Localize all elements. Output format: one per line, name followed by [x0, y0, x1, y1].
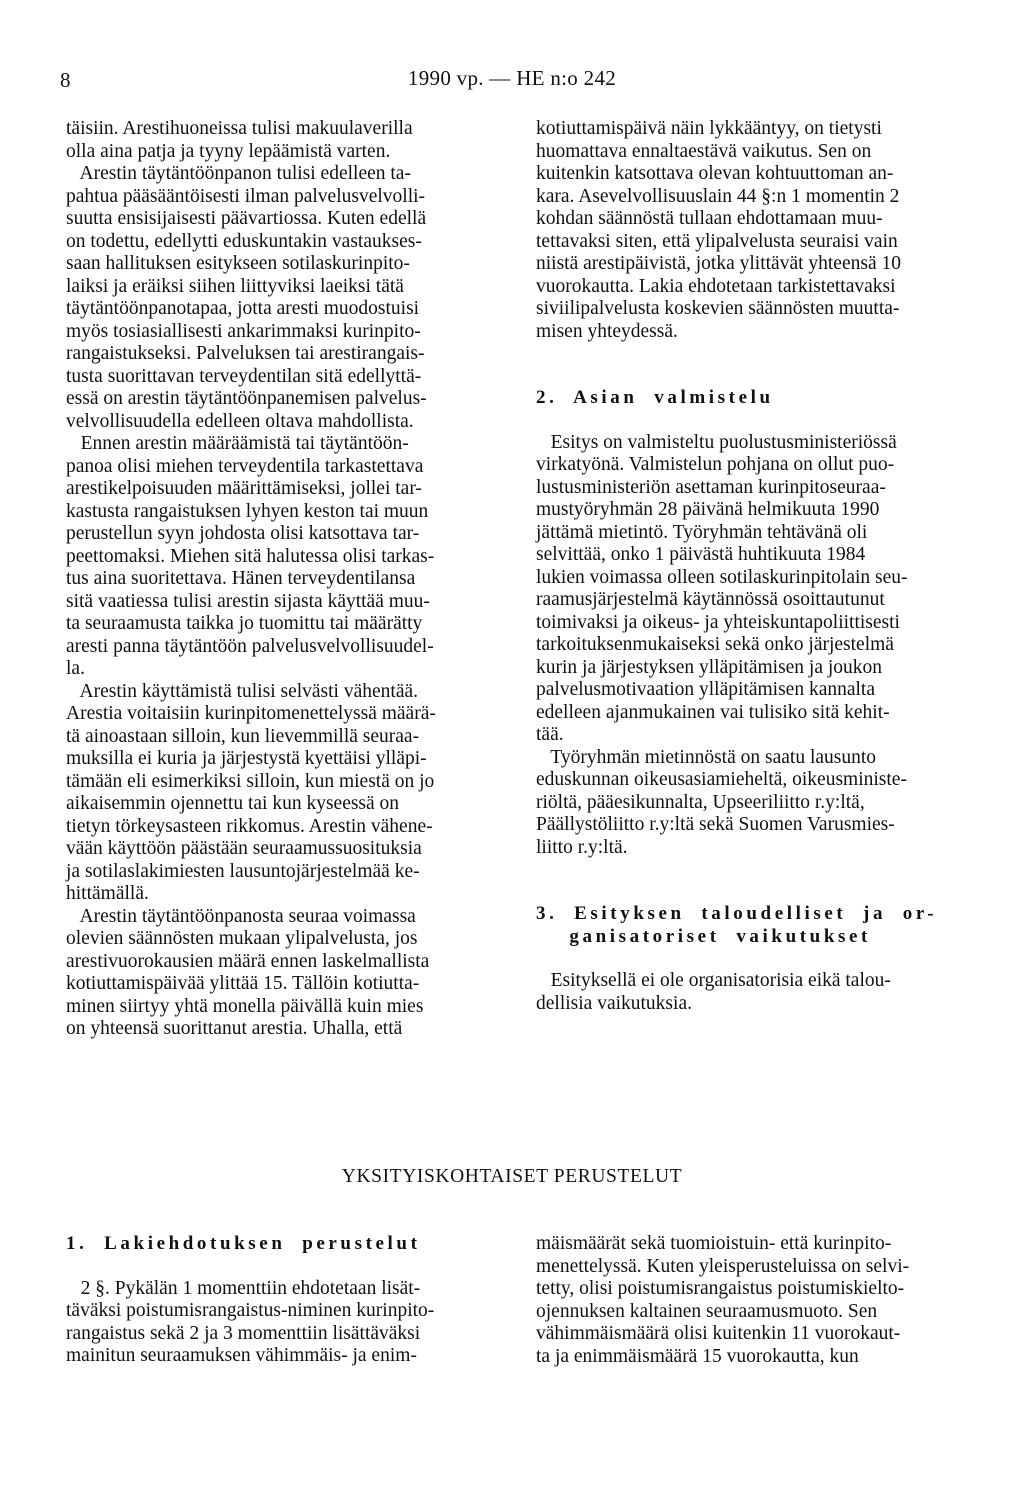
paragraph: Esityksellä ei ole organisatorisia eikä talou- dellisia vaikutuksia. — [536, 970, 891, 1014]
paragraph: Esitys on valmisteltu puolustusministeriössä virkatyönä. Valmistelun pohjana on ollut puo- lustusministeriön asettaman kurinpitoseuraa- mustyöryhmän 28 päivänä helmikuuta 1990 jättämä mietintö. Työryhmän tehtävänä oli selvittää, onko 1 päivästä huhtikuuta 1984 lukien voimassa olleen sotilaskurinpitolain seu- raamusjärjestelmä käytännössä osoittautunut toimivaksi ja oikeus- ja yhteiskuntapoliittisesti tarkoituksenmukaiseksi sekä onko järjestelmä kurin ja järjestyksen ylläpitämisen ja joukon palvelusmotivaation ylläpitämisen kannalta edelleen ajanmukainen vai tulisiko sitä kehit- tää. — [536, 431, 908, 745]
page-number: 8 — [60, 68, 71, 92]
section-heading-1: 1. Lakiehdotuksen perustelut — [66, 1233, 421, 1254]
paragraph: Arestin käyttämistä tulisi selvästi vähentää. Arestia voitaisiin kurinpitomenettelyssä määrä- tä ainoastaan silloin, kun lievemmillä seuraa- muksilla ei kuria ja järjestystä kyettäisi ylläpi- tämään eli esimerkiksi silloin, kun miestä on jo aikaisemmin ojennettu tai kun kyseessä on tietyn törkeysasteen rikkomus. Arestin vähene- vään käyttöön päästään seuraamussuosituksia ja sotilaslakimiesten lausuntojärjestelmää ke- hittämällä. — [66, 680, 436, 904]
paragraph: Työryhmän mietinnöstä on saatu lausunto eduskunnan oikeusasiamieheltä, oikeusministe- riöltä, pääesikunnalta, Upseeriliitto r.y:ltä, Päällystöliitto r.y:ltä sekä Suomen Varusmies- liitto r.y:ltä. — [536, 746, 907, 858]
paragraph: Arestin täytäntöönpanosta seuraa voimassa olevien säännösten mukaan ylipalvelusta, jos arestivuorokausien määrä ennen laskelmallista kotiuttamispäivää ylittää 15. Tällöin kotiutta- minen siirtyy yhtä monella päivällä kuin mies on yhteensä suorittanut arestia. Uhalla, että — [66, 905, 430, 1039]
running-head: 1990 vp. — HE n:o 242 — [407, 66, 617, 90]
paragraph: kotiuttamispäivä näin lykkääntyy, on tietysti huomattava ennaltaestävä vaikutus. Sen on kuitenkin katsottava olevan kohtuuttoman an- kara. Asevelvollisuuslain 44 §:n 1 momentin 2 kohdan säännöstä tullaan ehdottamaan muu- tettavaksi siten, että ylipalvelusta seuraisi vain niistä arestipäivistä, jotka ylittävät yhteensä 10 vuorokautta. Lakia ehdotetaan tarkistettavaksi siviilipalvelusta koskevien säännösten muutta- misen yhteydessä. — [536, 118, 901, 342]
detail-title: YKSITYISKOHTAISET PERUSTELUT — [341, 1166, 683, 1187]
lower-left-column — [66, 1233, 511, 1368]
paragraph: mäismäärät sekä tuomioistuin- että kurinpito- menettelyssä. Kuten yleisperusteluissa on selvi- tetty, olisi poistumisrangaistus poistumiskielto- ojennuksen kaltainen seuraamusmuoto. Sen vähimmäismäärä olisi kuitenkin 11 vuorokaut- ta ja enimmäismäärä 15 vuorokautta, kun — [536, 1233, 910, 1367]
section-heading-3: 3. Esityksen taloudelliset ja or- ganisatoriset vaikutukset — [536, 903, 938, 947]
paragraph: Ennen arestin määräämistä tai täytäntöön- panoa olisi miehen terveydentila tarkastettava arestikelpoisuuden määrittämiseksi, jollei tar- kastusta rangaistuksen lyhyen keston tai muun perustellun syyn johdosta olisi katsottava tar- peettomaksi. Miehen sitä halutessa olisi tarkas- tus aina suoritettava. Hänen terveydentilansa sitä vaatiessa tulisi arestin sijasta käyttää muu- ta seuraamusta taikka jo tuomittu tai määrätty aresti panna täytäntöön palvelusvelvollisuudel- la. — [66, 433, 435, 679]
upper-right-column — [536, 118, 981, 1015]
upper-left-column — [66, 118, 511, 1041]
lower-right-column — [536, 1233, 981, 1368]
paragraph: 2 §. Pykälän 1 momenttiin ehdotetaan lisät- täväksi poistumisrangaistus-niminen kurinpito- rangaistus sekä 2 ja 3 momenttiin lisättäväksi mainitun seuraamuksen vähimmäis- ja enim- — [66, 1277, 435, 1366]
paragraph: täisiin. Arestihuoneissa tulisi makuulaverilla olla aina patja ja tyyny lepäämistä varten. — [66, 118, 413, 162]
section-heading-2: 2. Asian valmistelu — [536, 387, 774, 408]
paragraph: Arestin täytäntöönpanon tulisi edelleen ta- pahtua pääsääntöisesti ilman palvelusvelvolli- suutta ensisijaisesti päävartiossa. Kuten edellä on todettu, edellytti eduskuntakin vastaukses- saan hallituksen esitykseen sotilaskurinpito- laiksi ja eräiksi siihen liittyviksi laeiksi tätä täytäntöönpanotapaa, jotta aresti muodostuisi myös tosiasiallisesti ankarimmaksi kurinpito- rangaistukseksi. Palveluksen tai arestirangais- tusta suorittavan terveydentilan sitä edellyttä- essä on arestin täytäntöönpanemisen palvelus- velvollisuudella edelleen oltava mahdollista. — [66, 163, 427, 432]
